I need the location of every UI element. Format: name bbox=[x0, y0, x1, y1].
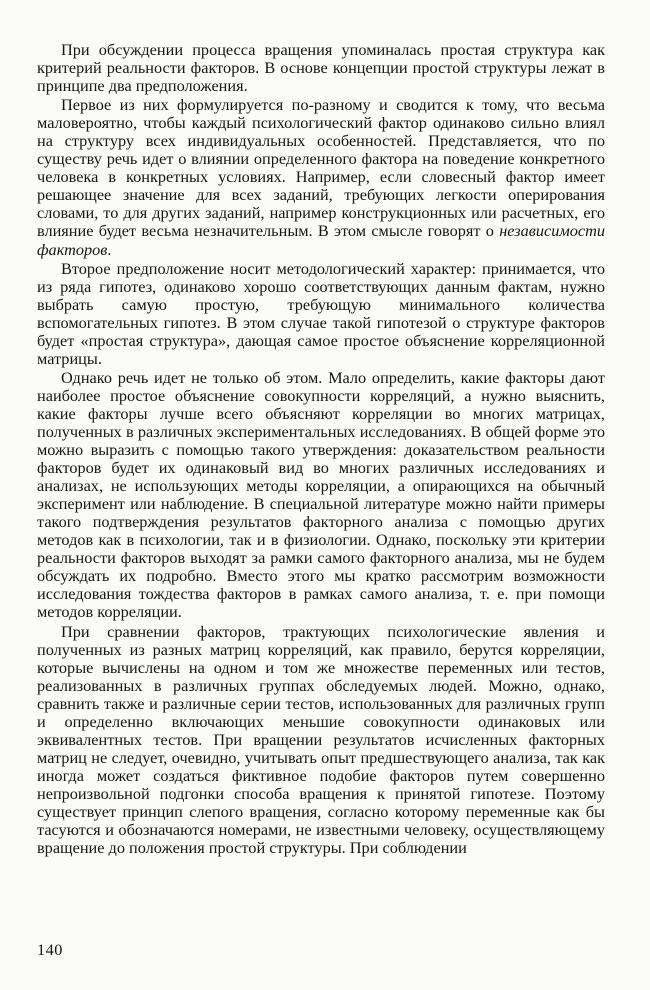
paragraph-2-tail: . bbox=[107, 239, 112, 259]
paragraph-3-text: Второе предположение носит методологический характер: принимается, что из ряда гипотез, одинаково хорошо соответствующих данным фактам, нужно выбрать самую простую, требующую минимального количества вспомогательных гипотез. В этом случае такой гипотезой о структуре факторов будет «простая структура», дающая самое простое объяснение корреляционной матрицы. bbox=[37, 258, 605, 368]
paragraph-3 bbox=[37, 260, 605, 368]
paragraph-1-text: При обсуждении процесса вращения упоминалась простая структура как критерий реальности факторов. В основе концепции простой структуры лежат в принципе два предположения. bbox=[37, 40, 605, 96]
paragraph-2-text: Первое из них формулируется по-разному и сводится к тому, что весьма маловероятно, чтобы каждый психологический фактор одинаково сильно влиял на структуру всех индивидуальных особенностей. Представляется, что по существу речь идет о влиянии определенного фактора на поведение конкретного человека в конкретных условиях. Например, если словесный фактор имеет решающее значение для всех заданий, требующих легкости оперирования словами, то для других заданий, например конструкционных или расчетных, его влияние будет весьма незначительным. В этом смысле говорят о bbox=[37, 95, 605, 241]
paragraph-4-text: Однако речь идет не только об этом. Мало определить, какие факторы дают наиболее простое объяснение совокупности корреляций, а нужно выяснить, какие факторы лучше всего объясняют корреляции во многих матрицах, полученных в различных экспериментальных исследованиях. В общей форме это можно выразить с помощью такого утверждения: доказательством реальности факторов будет их одинаковый вид во многих различных исследованиях и анализах, не использующих методы корреляции, а опирающихся на обычный эксперимент или наблюдение. В специальной литературе можно найти примеры такого подтверждения результатов факторного анализа с помощью других методов как в психологии, так и в физиологии. Однако, поскольку эти критерии реальности факторов выходят за рамки самого факторного анализа, мы не будем обсуждать их подробно. Вместо этого мы кратко рассмотрим возможности исследования тождества факторов в рамках самого анализа, т. е. при помощи методов корреляции. bbox=[37, 367, 605, 622]
paragraph-1 bbox=[37, 41, 605, 95]
paragraph-2 bbox=[37, 96, 605, 258]
body-text bbox=[37, 41, 605, 857]
paragraph-4 bbox=[37, 369, 605, 622]
page-number: 140 bbox=[37, 940, 63, 959]
paragraph-2-emphasis: независимости факторов bbox=[37, 221, 605, 259]
paragraph-5-text: При сравнении факторов, трактующих психологические явления и полученных из разных матриц корреляций, как правило, берутся корреляции, которые вычислены на одном и том же множестве переменных или тестов, реализованных в различных группах обследуемых людей. Можно, однако, сравнить также и различные серии тестов, использованных для различных групп и определенно включающих меньшие совокупности одинаковых или эквивалентных тестов. При вращении результатов исчисленных факторных матриц не следует, очевидно, учитывать опыт предшествующего анализа, так как иногда может создаться фиктивное подобие факторов путем совершенно непроизвольной подгонки способа вращения к принятой гипотезе. Поэтому существует принцип слепого вращения, согласно которому переменные как бы тасуются и обозначаются номерами, не известными человеку, осуществляющему вращение до положения простой структуры. При соблюдении bbox=[37, 621, 605, 858]
paragraph-5 bbox=[37, 623, 605, 858]
